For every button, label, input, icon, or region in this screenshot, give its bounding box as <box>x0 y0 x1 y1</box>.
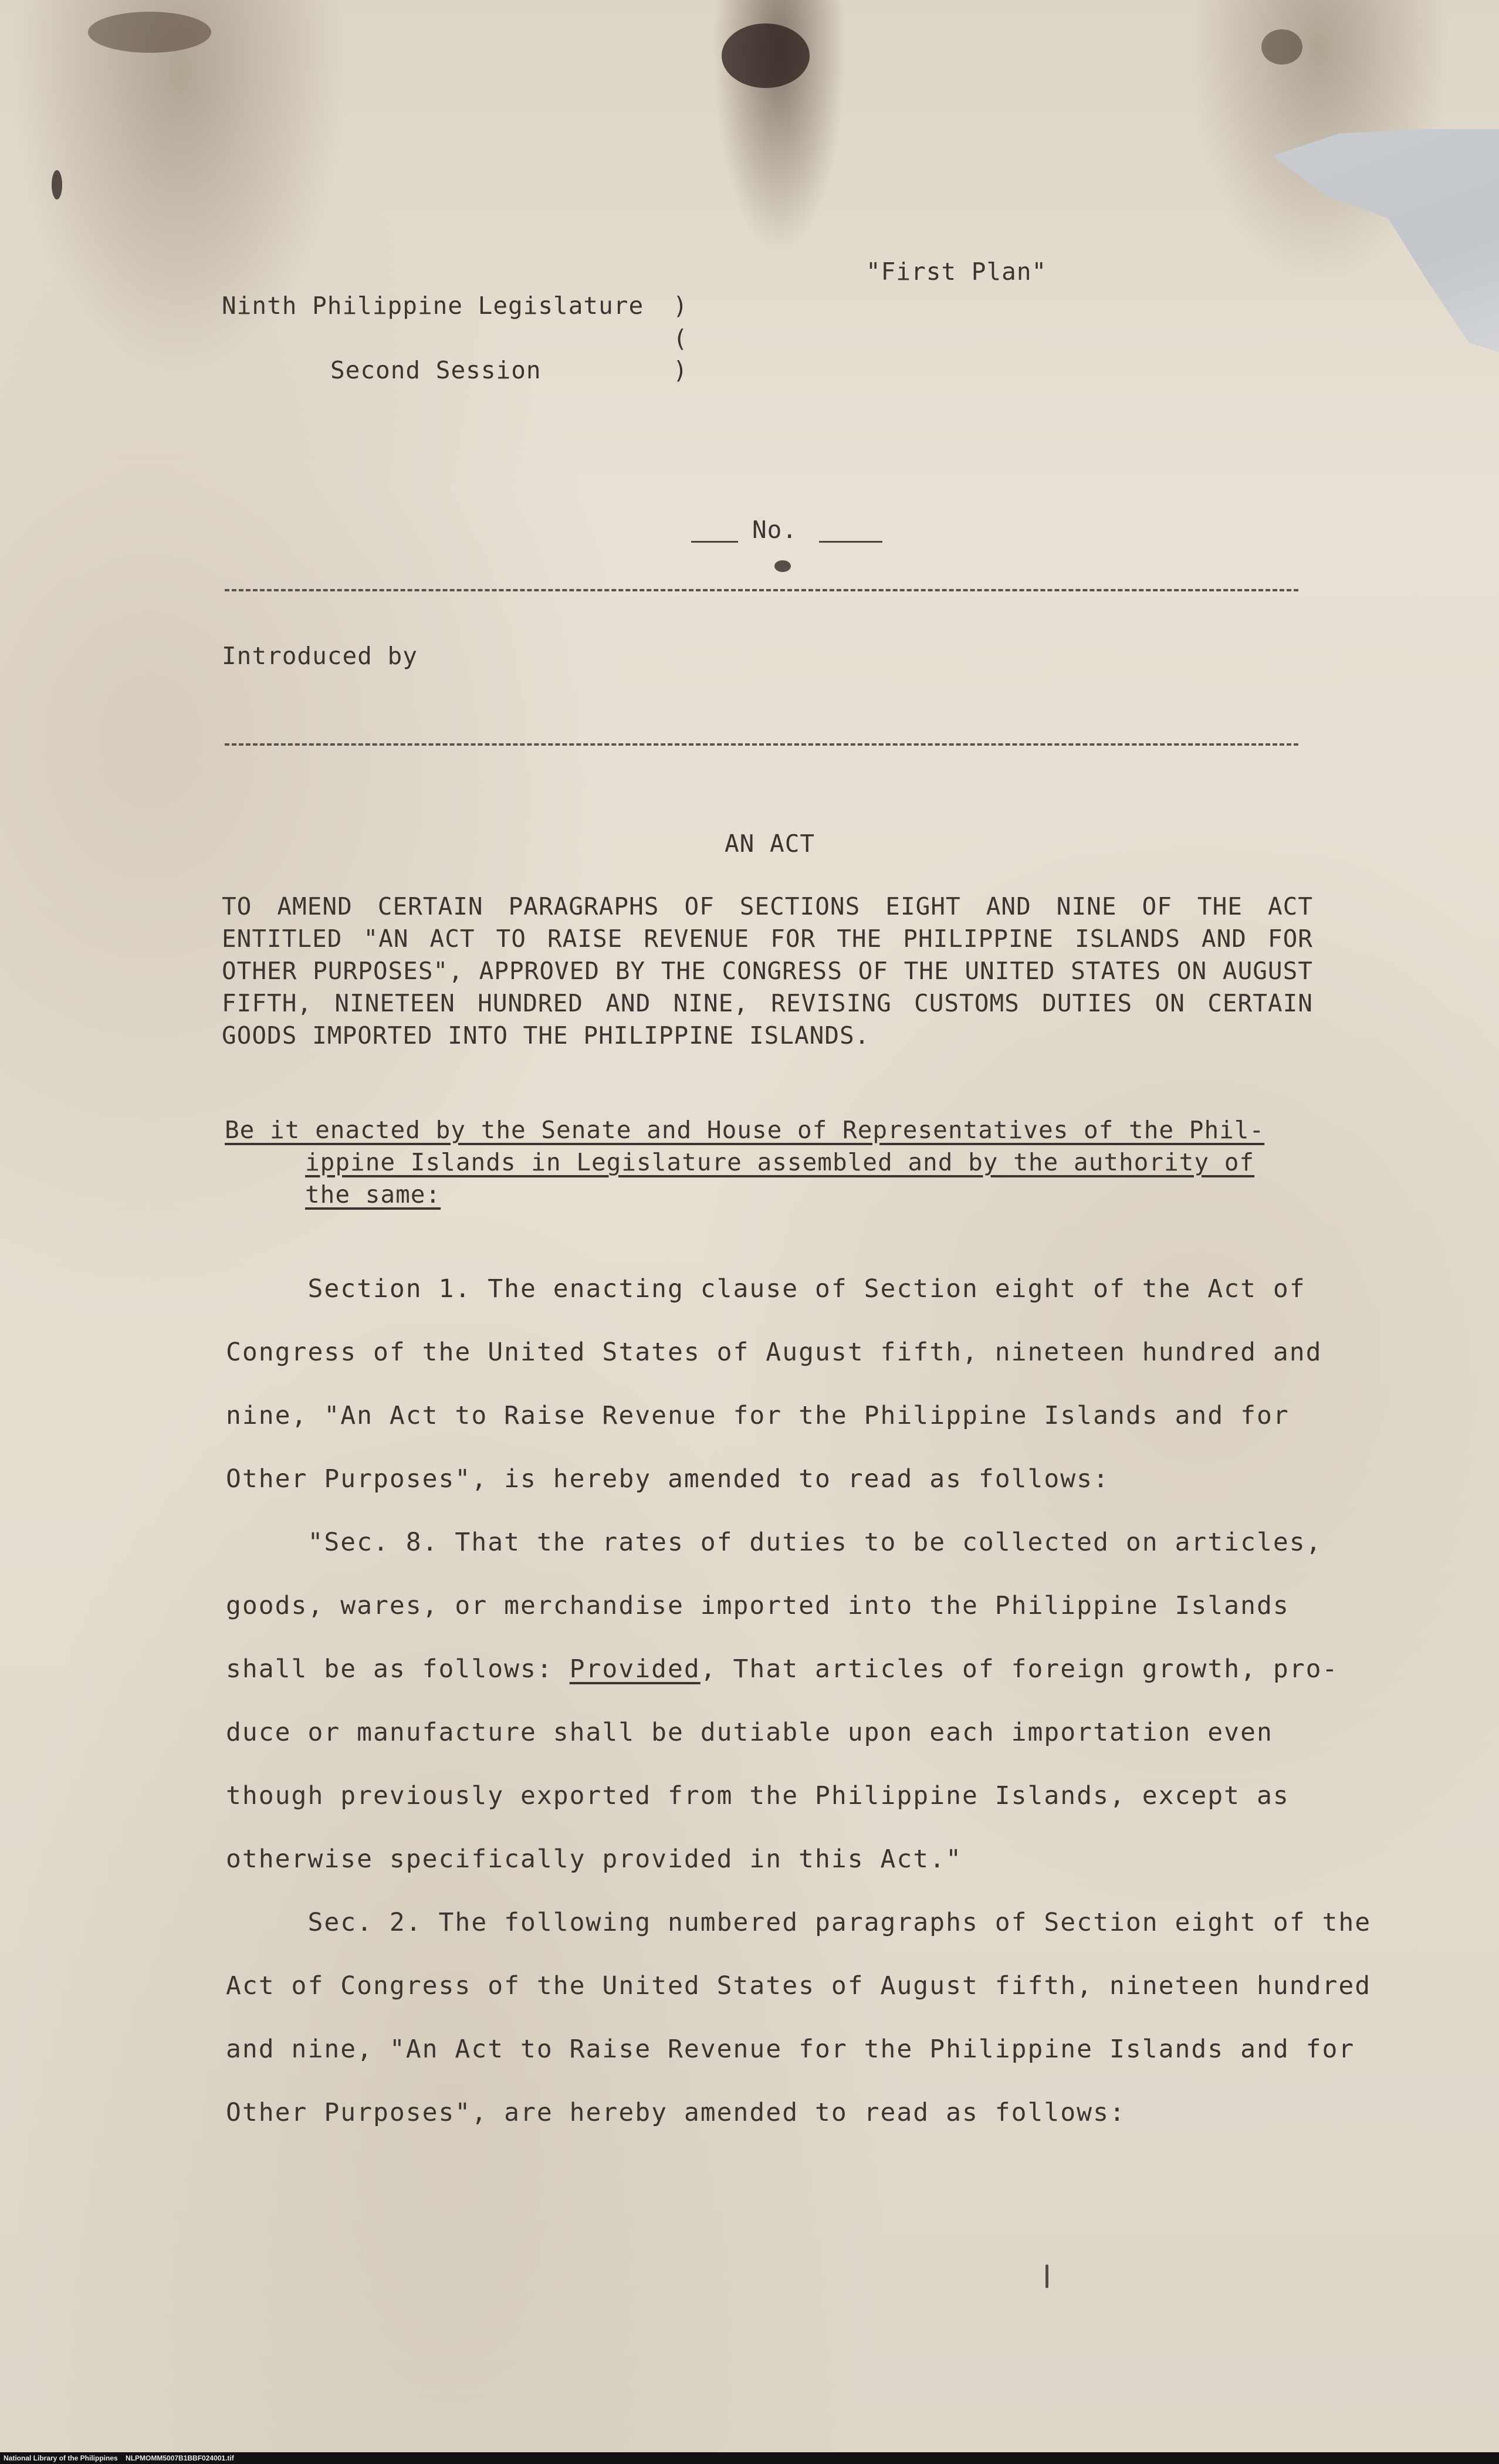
enacting-clause-line-3: the same: <box>305 1180 441 1209</box>
body-line: though previously exported from the Philippine Islands, except as <box>226 1781 1290 1810</box>
body-line: duce or manufacture shall be dutiable upon each importation even <box>226 1718 1273 1747</box>
body-line-provided <box>226 1654 1338 1684</box>
body-line: Section 1. The enacting clause of Section eight of the Act of <box>226 1274 1306 1304</box>
paren-2: ( <box>673 324 688 353</box>
legislature-label: Ninth Philippine Legislature <box>222 292 644 320</box>
act-heading: AN ACT <box>725 830 816 858</box>
body-line: nine, "An Act to Raise Revenue for the Philippine Islands and for <box>226 1401 1290 1430</box>
ink-stain <box>774 560 791 572</box>
enacting-clause-line-1: Be it enacted by the Senate and House of Representatives of the Phil- <box>225 1116 1265 1144</box>
body-line: otherwise specifically provided in this Act." <box>226 1844 962 1874</box>
ink-stain <box>52 170 62 199</box>
ink-stain <box>88 12 211 53</box>
body-text: shall be as follows: <box>226 1654 570 1684</box>
ink-stain <box>1261 29 1302 65</box>
ink-mark <box>1045 2265 1048 2288</box>
paren-1: ) <box>673 292 688 320</box>
session-label: Second Session <box>330 356 542 384</box>
body-line: and nine, "An Act to Raise Revenue for the Philippine Islands and for <box>226 2035 1355 2064</box>
archive-footer: National Library of the Philippines NLPMOMM5007B1BBF024001.tif <box>0 2452 1499 2464</box>
paren-3: ) <box>673 356 688 384</box>
number-blank-right <box>819 541 882 543</box>
enacting-clause-line-2: ippine Islands in Legislature assembled and by the authority of <box>305 1148 1255 1176</box>
body-line: Other Purposes", are hereby amended to read as follows: <box>226 2098 1126 2127</box>
separator-line-top <box>225 589 1298 591</box>
body-line: Act of Congress of the United States of August fifth, nineteen hundred <box>226 1971 1372 2001</box>
ink-stain <box>722 23 810 88</box>
separator-line-bottom <box>225 743 1298 746</box>
provided-word: Provided <box>569 1654 701 1684</box>
body-line: Sec. 2. The following numbered paragraphs of Section eight of the <box>226 1908 1372 1937</box>
body-text: , That articles of foreign growth, pro- <box>700 1654 1339 1684</box>
body-line: "Sec. 8. That the rates of duties to be collected on articles, <box>226 1528 1322 1557</box>
torn-corner <box>1253 129 1499 352</box>
introduced-by-label: Introduced by <box>222 642 418 670</box>
body-line: Congress of the United States of August fifth, nineteen hundred and <box>226 1338 1322 1367</box>
body-line: goods, wares, or merchandise imported into the Philippine Islands <box>226 1591 1290 1620</box>
number-blank-left <box>691 541 738 543</box>
plan-label: "First Plan" <box>866 258 1047 286</box>
act-title: TO AMEND CERTAIN PARAGRAPHS OF SECTIONS EIGHT AND NINE OF THE ACT ENTITLED "AN ACT TO RAISE REVENUE FOR THE PHILIPPINE ISLANDS AND FOR OTHER PURPOSES", APPROVED BY THE CONGRESS OF THE UNITED STATES ON AUGUST FIFTH, NINETEEN HUNDRED AND NINE, REVISING CUSTOMS DUTIES ON CERTAIN GOODS IMPORTED INTO THE PHILIPPINE ISLANDS. <box>222 892 1313 1050</box>
number-label: No. <box>752 516 798 544</box>
body-line: Other Purposes", is hereby amended to read as follows: <box>226 1464 1109 1494</box>
